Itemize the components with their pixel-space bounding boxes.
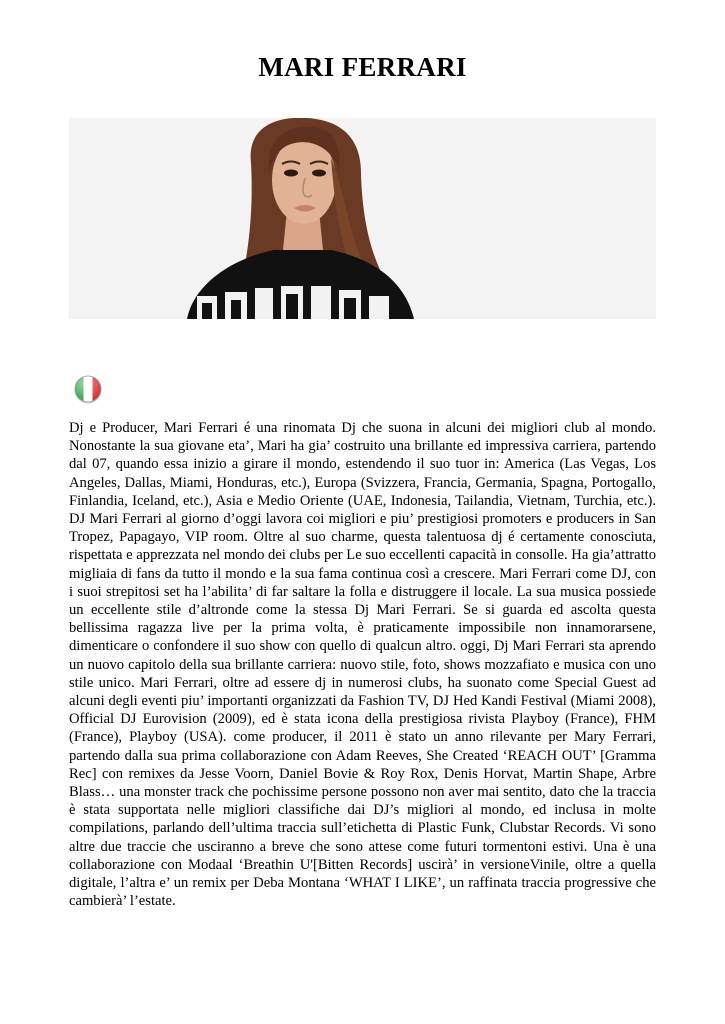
bio-paragraph: Dj e Producer, Mari Ferrari é una rinomata Dj che suona in alcuni dei migliori club al mondo. Nonostante la sua giovane eta’, Mari ha gia’ costruito una brillante ed impressiva carriera, partendo dal 07, quando essa inizio a girare il mondo, estendendo il suo tuor in: America (Las Vegas, Los Angeles, Dallas, Miami, Honduras, etc.), Europa (Svizzera, Francia, Germania, Spagna, Portogallo, Finlandia, Iceland, etc.), Asia e Medio Oriente (UAE, Indonesia, Tailandia, Vietnam, Turchia, etc.). DJ Mari Ferrari al giorno d’oggi lavora coi migliori e piu’ prestigiosi promoters e producers in San Tropez, Papagayo, VIP room. Oltre al suo charme, questa talentuosa dj é certamente conosciuta, rispettata e apprezzata nel mondo dei clubs per Le suo eccellenti capacità in consolle. Ha gia’attratto migliaia di fans da tutto il mondo e la sua fama continua così a crescere. Mari Ferrari come DJ, con i suoi strepitosi set ha l’abilita’ di far saltare la folla e distruggere il locale. La sua musica possiede un eccellente stile d’altronde come la stessa Dj Mari Ferrari. Se si guarda ed ascolta questa bellissima ragazza live per la prima volta, è praticamente impossibile non innamorarsene, dimenticare o confondere il suo show con quello di qualcun altro. oggi, Dj Mari Ferrari sta aprendo un nuovo capitolo della sua brillante carriera: nuovo stile, foto, shows mozzafiato e musica con uno stile unico. Mari Ferrari, oltre ad essere dj in numerosi clubs, ha suonato come Special Guest ad alcuni degli eventi piu’ importanti organizzati da Fashion TV, DJ Hed Kandi Festival (Miami 2008), Official DJ Eurovision (2009), ed è stata icona della prestigiosa rivista Playboy (France), FHM (France), Playboy (USA). come producer, il 2011 è stato un anno rilevante per Mary Ferrari, partendo dalla sua prima collaborazione con Adam Reeves, She Created ‘REACH OUT’ [Gramma Rec] con remixes da Jesse Voorn, Daniel Bovie & Roy Rox, Denis Horvat, Martin Shape, Arbre Blass… una monster track che pochissime persone possono non aver mai sentito, dato che la traccia è stata supportata nelle migliori classifiche dai DJ’s migliori al mondo, ed inclusa in molte compilations, parlando dell’ultima traccia sull’etichetta di Plastic Funk, Clubstar Records. Vi sono altre due traccie che usciranno a breve che sono attese come futuri tormentoni estivi. Una è una collaborazione con Modaal ‘Breathin U'[Bitten Records] uscirà’ in versioneVinile, oltre a quella digitale, l’altra e’ un remix per Deba Montana ‘WHAT I LIKE’, un raffinata traccia progressive che cambierà’ l’estate. [69,420,656,910]
page-title: MARI FERRARI [258,52,467,82]
italy-flag-icon [73,374,103,404]
hero-photo [69,118,656,319]
dj-portrait-photo [69,118,656,319]
